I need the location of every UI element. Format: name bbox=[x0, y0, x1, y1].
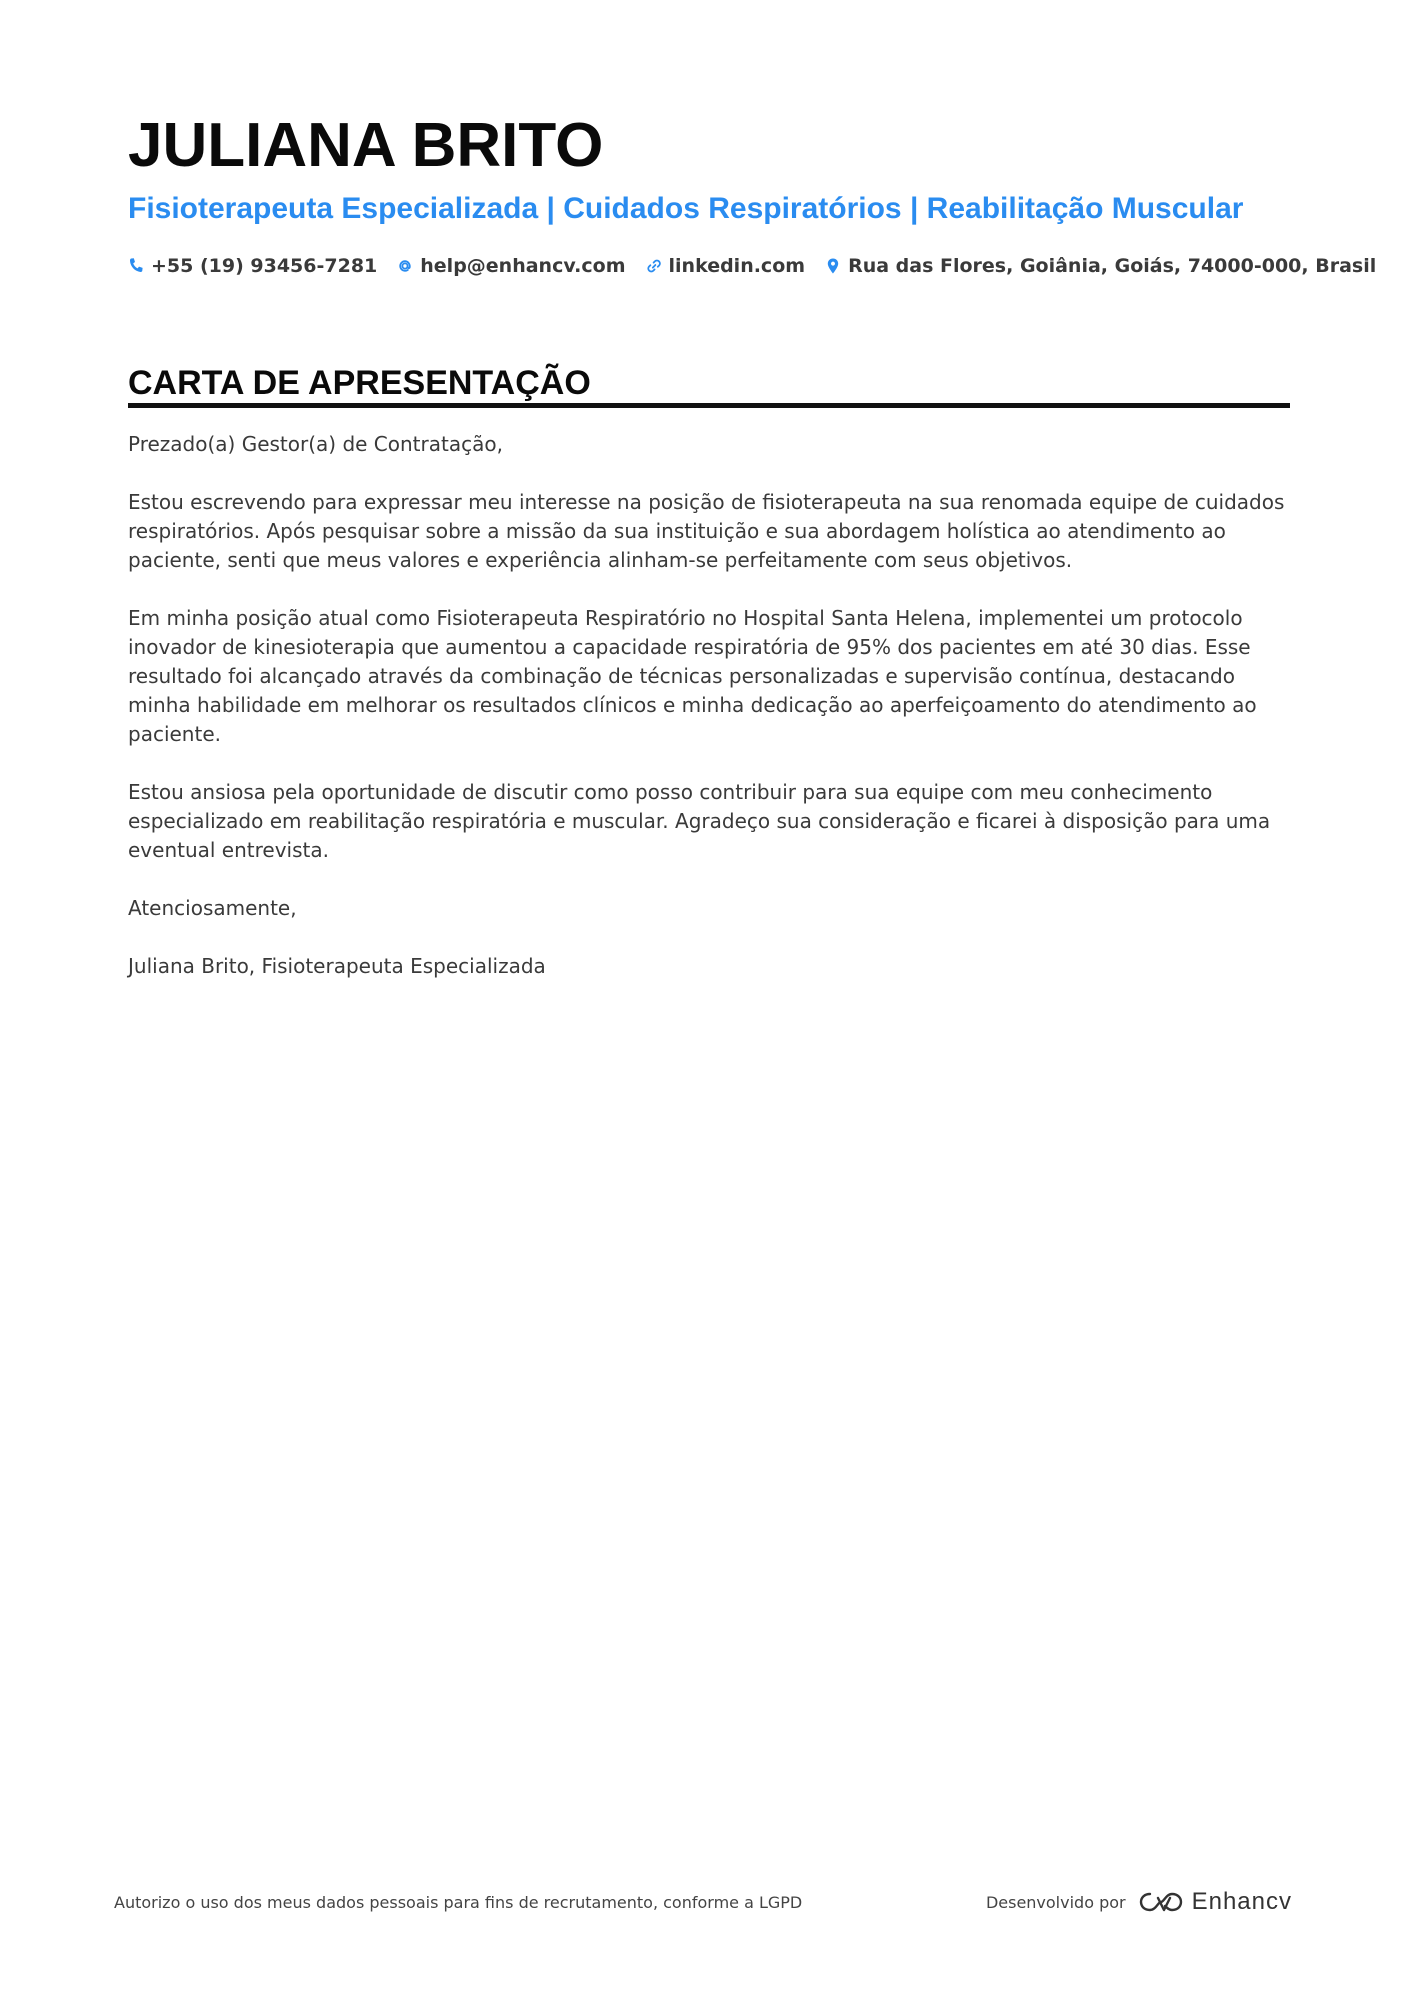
enhancv-infinity-icon bbox=[1138, 1889, 1184, 1915]
address-text: Rua das Flores, Goiânia, Goiás, 74000-000, Brasil bbox=[848, 255, 1377, 277]
letter-greeting: Prezado(a) Gestor(a) de Contratação, bbox=[128, 432, 503, 456]
letter-paragraph-2: Em minha posição atual como Fisioterapeuta Respiratório no Hospital Santa Helena, implementei um protocolo inovador de kinesioterapia que aumentou a capacidade respiratória de 95% dos pacientes em até 30 dias. Esse resultado foi alcançado através da combinação de técnicas personalizadas e supervisão contínua, destacando minha habilidade em melhorar os resultados clínicos e minha dedicação ao aperfeiçoamento do atendimento ao paciente. bbox=[128, 606, 1257, 746]
consent-note: Autorizo o uso dos meus dados pessoais para fins de recrutamento, conforme a LGPD bbox=[114, 1892, 803, 1912]
candidate-name: JULIANA BRITO bbox=[128, 111, 604, 180]
powered-by-label: Desenvolvido por bbox=[985, 1892, 1126, 1912]
letter-signature: Juliana Brito, Fisioterapeuta Especializada bbox=[128, 954, 546, 978]
cover-letter-page bbox=[128, 108, 1377, 1010]
contact-bar bbox=[128, 255, 1377, 277]
link-icon bbox=[646, 257, 662, 275]
section-title: CARTA DE APRESENTAÇÃO bbox=[128, 363, 1290, 408]
candidate-headline: Fisioterapeuta Especializada | Cuidados Respiratórios | Reabilitação Muscular bbox=[128, 192, 1244, 225]
cover-letter-section bbox=[128, 363, 1290, 981]
letter-body bbox=[128, 430, 1290, 981]
phone-icon bbox=[128, 257, 144, 275]
location-pin-icon bbox=[825, 257, 841, 275]
contact-address bbox=[825, 255, 1376, 277]
contact-linkedin[interactable] bbox=[646, 255, 806, 277]
email-text: help@enhancv.com bbox=[420, 255, 626, 277]
contact-email[interactable] bbox=[397, 255, 625, 277]
powered-by[interactable] bbox=[986, 1888, 1292, 1916]
letter-closing: Atenciosamente, bbox=[128, 896, 297, 920]
letter-paragraph-1: Estou escrevendo para expressar meu interesse na posição de fisioterapeuta na sua renomada equipe de cuidados respiratórios. Após pesquisar sobre a missão da sua instituição e sua abordagem holística ao atendimento ao paciente, senti que meus valores e experiência alinham-se perfeitamente com seus objetivos. bbox=[128, 490, 1285, 572]
linkedin-text: linkedin.com bbox=[668, 255, 806, 277]
enhancv-logo[interactable] bbox=[1138, 1888, 1292, 1916]
at-icon bbox=[397, 257, 413, 275]
contact-phone[interactable] bbox=[128, 255, 377, 277]
page-footer bbox=[114, 1888, 1292, 1916]
letter-paragraph-3: Estou ansiosa pela oportunidade de discutir como posso contribuir para sua equipe com meu conhecimento especializado em reabilitação respiratória e muscular. Agradeço sua consideração e ficarei à disposição para uma eventual entrevista. bbox=[128, 780, 1271, 862]
phone-text: +55 (19) 93456-7281 bbox=[151, 255, 378, 277]
brand-name: Enhancv bbox=[1191, 1888, 1292, 1915]
